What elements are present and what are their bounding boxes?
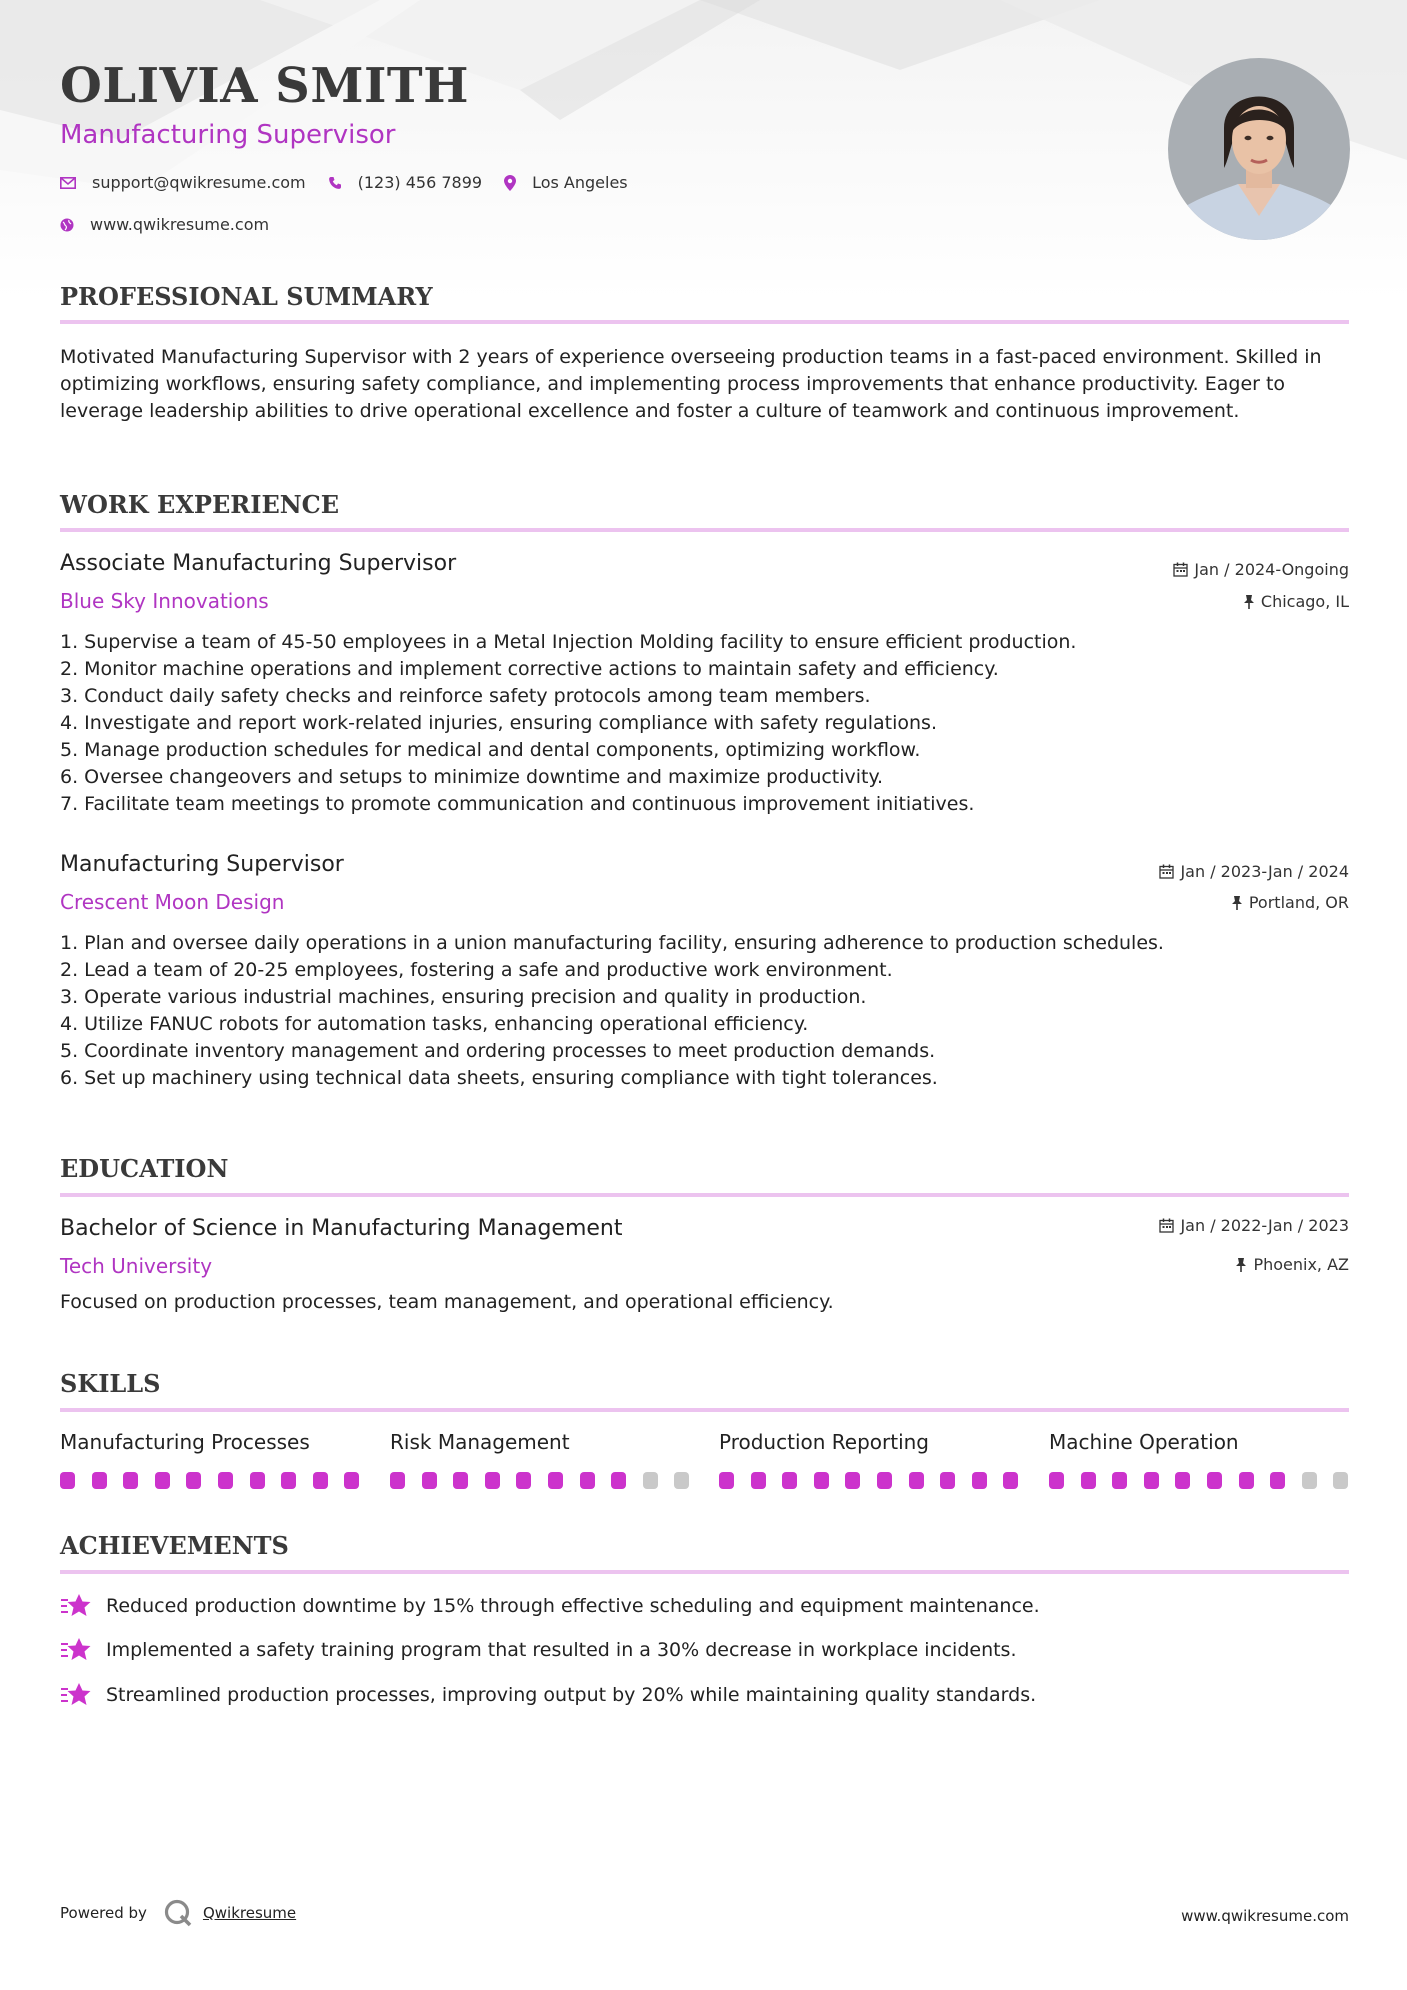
list-item: 5. Coordinate inventory management and ordering processes to meet production demands.	[60, 1040, 936, 1062]
list-item: 2. Lead a team of 20-25 employees, fostering a safe and productive work environment.	[60, 959, 893, 981]
star-badge-icon	[60, 1592, 92, 1620]
skill-dot-filled	[1112, 1472, 1127, 1489]
job-location-text: Chicago, IL	[1260, 592, 1349, 611]
contact-row	[60, 173, 650, 192]
skill-dot-filled	[390, 1472, 405, 1489]
skill-dot-filled	[1003, 1472, 1018, 1489]
pushpin-icon	[1243, 594, 1255, 609]
calendar-icon	[1173, 562, 1188, 577]
education-dates-text: Jan / 2022-Jan / 2023	[1180, 1216, 1349, 1235]
map-pin-icon	[504, 175, 516, 191]
degree-title: Bachelor of Science in Manufacturing Management	[60, 1216, 623, 1241]
skill-dot-filled	[281, 1472, 296, 1489]
achievements-divider	[60, 1570, 1349, 1574]
pushpin-icon	[1231, 895, 1243, 910]
skill-dot-filled	[453, 1472, 468, 1489]
email-item[interactable]	[60, 173, 306, 192]
star-badge-icon	[60, 1636, 92, 1664]
job-location-text: Portland, OR	[1248, 893, 1349, 912]
skill-dot-filled	[1175, 1472, 1190, 1489]
envelope-icon	[60, 177, 76, 189]
achievement-item	[60, 1636, 1017, 1664]
skills-heading: SKILLS	[60, 1369, 161, 1398]
skill-dot-empty	[1333, 1472, 1348, 1489]
location-item	[504, 173, 628, 192]
summary-divider	[60, 320, 1349, 324]
skill-dot-filled	[1239, 1472, 1254, 1489]
email-text: support@qwikresume.com	[92, 173, 306, 192]
education-heading: EDUCATION	[60, 1154, 229, 1183]
list-item: 5. Manage production schedules for medical and dental components, optimizing workflow.	[60, 739, 921, 761]
skill-item	[390, 1430, 690, 1489]
achievement-item	[60, 1681, 1036, 1709]
job-location	[1231, 893, 1349, 912]
skill-dot-filled	[344, 1472, 359, 1489]
skill-dot-filled	[972, 1472, 987, 1489]
phone-text: (123) 456 7899	[357, 173, 483, 192]
star-badge-icon	[60, 1681, 92, 1709]
skill-dot-filled	[1081, 1472, 1096, 1489]
skill-rating	[390, 1472, 690, 1489]
skill-dot-filled	[516, 1472, 531, 1489]
candidate-name: OLIVIA SMITH	[60, 58, 469, 114]
list-item: 3. Conduct daily safety checks and reinforce safety protocols among team members.	[60, 685, 871, 707]
skill-dot-filled	[548, 1472, 563, 1489]
skill-dot-filled	[60, 1472, 75, 1489]
school-name: Tech University	[60, 1254, 213, 1278]
skill-dot-filled	[909, 1472, 924, 1489]
qwikresume-link[interactable]: Qwikresume	[202, 1904, 297, 1922]
skill-name: Machine Operation	[1049, 1430, 1239, 1454]
job-title: Manufacturing Supervisor	[60, 852, 344, 877]
list-item: 4. Investigate and report work-related injuries, ensuring compliance with safety regulations.	[60, 712, 937, 734]
list-item: 1. Plan and oversee daily operations in a union manufacturing facility, ensuring adherence to production schedules.	[60, 932, 1164, 954]
skill-item	[60, 1430, 360, 1489]
education-divider	[60, 1193, 1349, 1197]
powered-by-label: Powered by	[60, 1904, 147, 1922]
skill-dot-empty	[674, 1472, 689, 1489]
website-row	[60, 215, 291, 234]
calendar-icon	[1159, 864, 1174, 879]
skill-rating	[60, 1472, 360, 1489]
skill-rating	[1049, 1472, 1349, 1489]
education-location-text: Phoenix, AZ	[1253, 1255, 1349, 1274]
list-item: 7. Facilitate team meetings to promote communication and continuous improvement initiatives.	[60, 793, 975, 815]
skill-dot-empty	[643, 1472, 658, 1489]
job-location	[1243, 592, 1349, 611]
skill-dot-filled	[940, 1472, 955, 1489]
skill-dot-filled	[814, 1472, 829, 1489]
website-item[interactable]	[60, 215, 269, 234]
skill-dot-filled	[1049, 1472, 1064, 1489]
achievement-item	[60, 1592, 1040, 1620]
skill-dot-filled	[485, 1472, 500, 1489]
skill-dot-filled	[782, 1472, 797, 1489]
skill-dot-filled	[580, 1472, 595, 1489]
summary-heading: PROFESSIONAL SUMMARY	[60, 282, 433, 311]
skill-dot-filled	[422, 1472, 437, 1489]
achievement-text: Reduced production downtime by 15% through effective scheduling and equipment maintenance.	[106, 1595, 1040, 1617]
education-dates	[1159, 1216, 1349, 1235]
skill-dot-filled	[186, 1472, 201, 1489]
education-description: Focused on production processes, team management, and operational efficiency.	[60, 1291, 834, 1313]
skill-dot-filled	[92, 1472, 107, 1489]
skill-dot-filled	[1144, 1472, 1159, 1489]
profile-photo	[1168, 58, 1350, 240]
job-dates-text: Jan / 2023-Jan / 2024	[1180, 862, 1349, 881]
experience-heading: WORK EXPERIENCE	[60, 490, 340, 519]
skill-rating	[719, 1472, 1019, 1489]
job-title: Associate Manufacturing Supervisor	[60, 551, 457, 576]
skill-dot-filled	[877, 1472, 892, 1489]
phone-item[interactable]	[328, 173, 482, 192]
job-dates	[1159, 862, 1349, 881]
skill-name: Manufacturing Processes	[60, 1430, 310, 1454]
location-text: Los Angeles	[532, 173, 628, 192]
job-dates-text: Jan / 2024-Ongoing	[1194, 560, 1349, 579]
education-location	[1235, 1255, 1349, 1274]
job-bullets	[60, 629, 1350, 818]
skill-name: Risk Management	[390, 1430, 570, 1454]
list-item: 4. Utilize FANUC robots for automation tasks, enhancing operational efficiency.	[60, 1013, 809, 1035]
skill-dot-filled	[1207, 1472, 1222, 1489]
skill-name: Production Reporting	[719, 1430, 929, 1454]
skill-item	[719, 1430, 1019, 1489]
list-item: 3. Operate various industrial machines, ensuring precision and quality in production.	[60, 986, 867, 1008]
qwikresume-logo-icon	[163, 1898, 193, 1928]
achievement-text: Implemented a safety training program that resulted in a 30% decrease in workplace incidents.	[106, 1639, 1017, 1661]
skill-item	[1049, 1430, 1349, 1489]
experience-divider	[60, 528, 1349, 532]
job-dates	[1173, 560, 1349, 579]
skill-dot-filled	[719, 1472, 734, 1489]
list-item: 6. Set up machinery using technical data sheets, ensuring compliance with tight tolerances.	[60, 1067, 938, 1089]
skills-divider	[60, 1408, 1349, 1412]
website-text: www.qwikresume.com	[90, 215, 270, 234]
list-item: 2. Monitor machine operations and implement corrective actions to maintain safety and efficiency.	[60, 658, 999, 680]
skill-dot-filled	[313, 1472, 328, 1489]
skill-dot-filled	[155, 1472, 170, 1489]
skill-dot-filled	[611, 1472, 626, 1489]
list-item: 1. Supervise a team of 45-50 employees in a Metal Injection Molding facility to ensure efficient production.	[60, 631, 1077, 653]
skill-dot-filled	[218, 1472, 233, 1489]
skill-dot-filled	[751, 1472, 766, 1489]
company-name: Blue Sky Innovations	[60, 589, 269, 613]
skill-dot-filled	[250, 1472, 265, 1489]
skill-dot-filled	[1270, 1472, 1285, 1489]
phone-icon	[328, 176, 342, 190]
job-bullets	[60, 930, 1350, 1092]
skill-dot-filled	[845, 1472, 860, 1489]
calendar-icon	[1159, 1218, 1174, 1233]
summary-text: Motivated Manufacturing Supervisor with 2 years of experience overseeing production teams in a fast-paced environment. Skilled in optimizing workflows, ensuring safety compliance, and implementing process improvements that enhance productivity. Eager to leverage leadership abilities to drive operational excellence and foster a culture of teamwork and continuous improvement.	[60, 346, 1322, 422]
globe-icon	[60, 218, 74, 232]
achievement-text: Streamlined production processes, improving output by 20% while maintaining quality standards.	[106, 1684, 1037, 1706]
candidate-role: Manufacturing Supervisor	[60, 120, 396, 150]
footer-website[interactable]: www.qwikresume.com	[1181, 1907, 1349, 1925]
pushpin-icon	[1235, 1257, 1247, 1272]
list-item: 6. Oversee changeovers and setups to minimize downtime and maximize productivity.	[60, 766, 884, 788]
skill-dot-empty	[1302, 1472, 1317, 1489]
company-name: Crescent Moon Design	[60, 890, 285, 914]
skill-dot-filled	[123, 1472, 138, 1489]
footer-powered-by	[60, 1898, 296, 1928]
achievements-heading: ACHIEVEMENTS	[60, 1531, 289, 1560]
